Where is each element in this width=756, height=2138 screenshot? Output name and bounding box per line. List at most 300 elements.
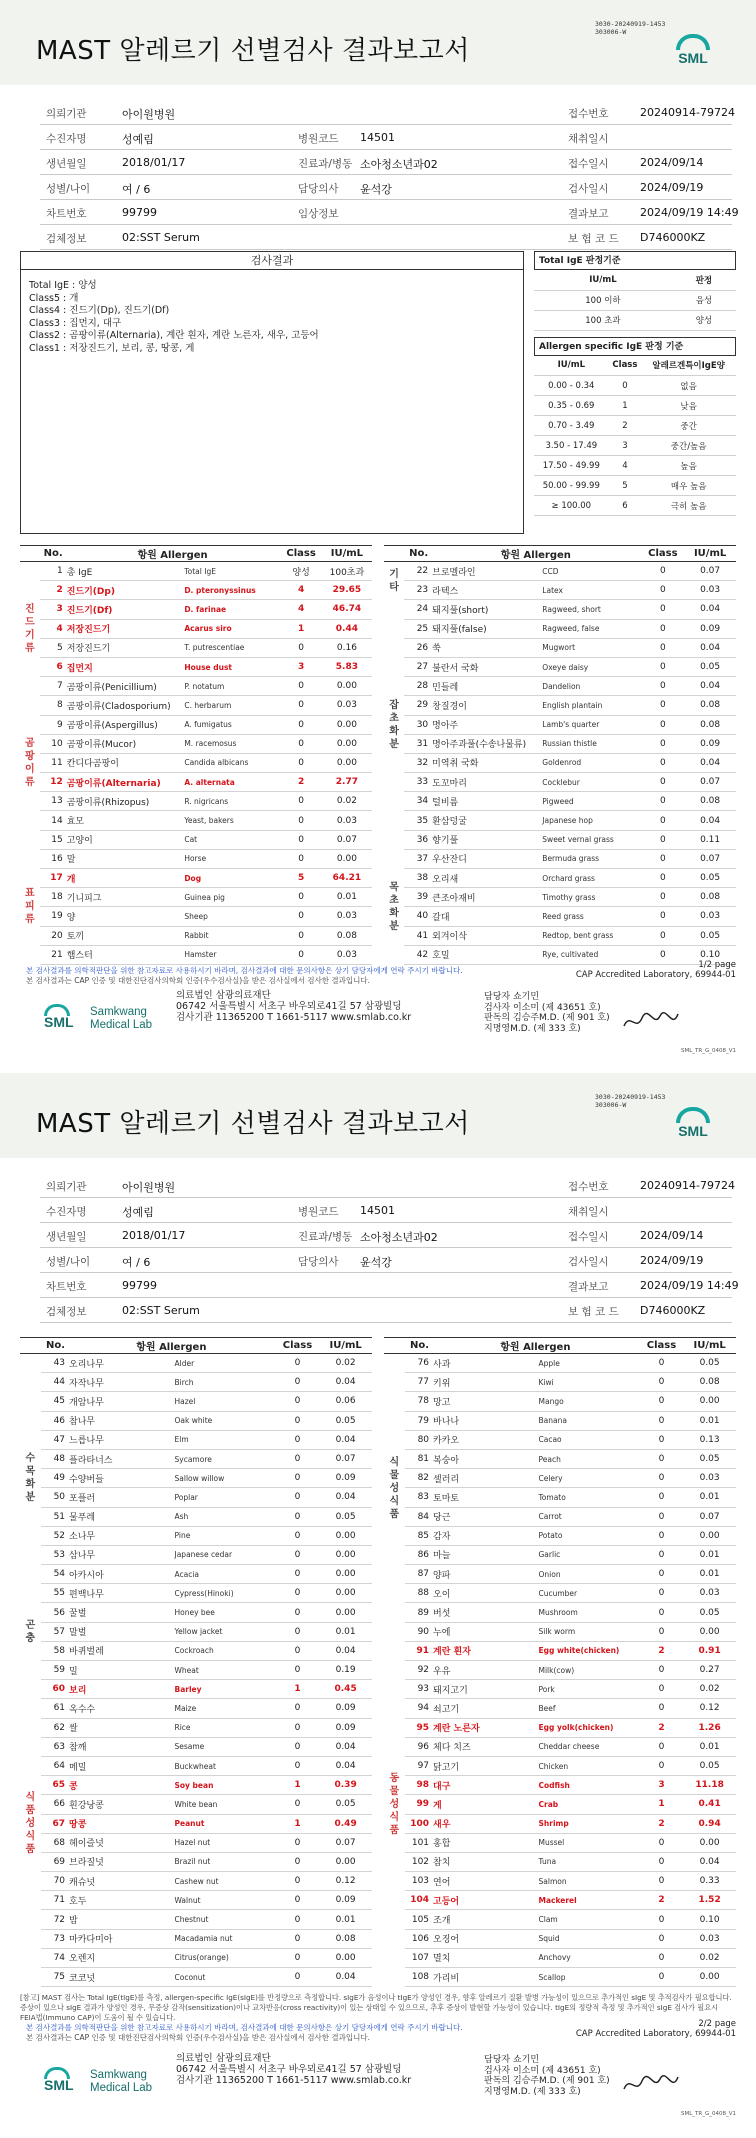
allergen-table-left <box>20 1337 372 1987</box>
allergen-row <box>384 888 736 907</box>
allergen-row <box>384 1699 736 1718</box>
allergen-iu: 0.04 <box>319 1488 372 1507</box>
allergen-row <box>20 1795 372 1814</box>
allergen-iu: 0.09 <box>319 1699 372 1718</box>
criteria-row <box>534 416 736 436</box>
allergen-english: Birch <box>173 1373 276 1392</box>
allergen-iu: 11.18 <box>683 1776 736 1795</box>
row-no: 51 <box>41 1507 67 1526</box>
allergen-name: 창질경이 <box>430 696 540 715</box>
result-summary-box <box>20 251 524 534</box>
allergen-class: 0 <box>640 1756 684 1775</box>
allergen-iu: 0.33 <box>683 1872 736 1891</box>
samkwang-logo: SML Samkwang Medical Lab <box>44 1006 153 1031</box>
allergen-class: 0 <box>640 1929 684 1948</box>
criteria-cell: 6 <box>609 496 642 516</box>
criteria-row <box>534 496 736 516</box>
row-no: 49 <box>41 1469 67 1488</box>
page-indicator: 2/2 page CAP Accredited Laboratory, 69944-01 <box>575 2019 736 2039</box>
allergen-english: White bean <box>173 1795 276 1814</box>
allergen-name: 바나나 <box>431 1411 536 1430</box>
allergen-class: 0 <box>642 677 685 696</box>
allergen-class: 0 <box>640 1872 684 1891</box>
row-no: 105 <box>405 1910 431 1929</box>
row-no: 67 <box>41 1814 67 1833</box>
row-no: 30 <box>404 715 430 734</box>
allergen-row <box>384 1603 736 1622</box>
allergen-row <box>384 1622 736 1641</box>
allergen-name: 수양버들 <box>67 1469 172 1488</box>
row-no: 103 <box>405 1872 431 1891</box>
allergen-name: 보리 <box>67 1680 172 1699</box>
allergen-name: 바퀴벌레 <box>67 1641 172 1660</box>
allergen-row <box>20 734 372 753</box>
allergen-row <box>384 1968 736 1987</box>
criteria-row <box>534 456 736 476</box>
allergen-name: 대구 <box>431 1776 536 1795</box>
allergen-class: 0 <box>640 1584 684 1603</box>
allergen-row <box>384 581 736 600</box>
allergen-english: Kiwi <box>537 1373 640 1392</box>
allergen-row <box>384 1661 736 1680</box>
allergen-english: Acarus siro <box>182 619 280 638</box>
row-no: 16 <box>40 849 65 868</box>
allergen-iu: 0.07 <box>684 849 736 868</box>
allergen-row <box>384 1795 736 1814</box>
allergen-iu: 0.01 <box>319 1910 372 1929</box>
allergen-class: 0 <box>276 1526 320 1545</box>
row-no: 29 <box>404 696 430 715</box>
allergen-name: 참치 <box>431 1852 536 1871</box>
allergen-iu: 0.01 <box>683 1488 736 1507</box>
allergen-name: 호두 <box>67 1891 172 1910</box>
col-allergen: 항원 Allergen <box>430 546 641 562</box>
allergen-class: 0 <box>276 1469 320 1488</box>
allergen-english: Sesame <box>173 1737 276 1756</box>
allergen-english: Yellow jacket <box>173 1622 276 1641</box>
allergen-english: Elm <box>173 1430 276 1449</box>
allergen-name: 명아주과풀(수송나물류) <box>430 734 540 753</box>
allergen-iu: 0.03 <box>683 1469 736 1488</box>
allergen-class: 5 <box>280 869 321 888</box>
row-no: 18 <box>40 888 65 907</box>
allergen-row <box>20 1852 372 1871</box>
allergen-row <box>384 1891 736 1910</box>
row-no: 102 <box>405 1852 431 1871</box>
allergen-english: Garlic <box>537 1545 640 1564</box>
allergen-english: Crab <box>537 1795 640 1814</box>
allergen-english: C. herbarum <box>182 696 280 715</box>
row-no: 81 <box>405 1449 431 1468</box>
allergen-class: 1 <box>276 1680 320 1699</box>
allergen-iu: 0.02 <box>319 1354 372 1373</box>
allergen-iu: 0.12 <box>683 1699 736 1718</box>
page-indicator: 1/2 page CAP Accredited Laboratory, 69944-01 <box>575 960 736 980</box>
allergen-row <box>20 1392 372 1411</box>
row-no: 64 <box>41 1756 67 1775</box>
allergen-class: 0 <box>642 907 685 926</box>
allergen-iu: 0.01 <box>683 1737 736 1756</box>
row-no: 50 <box>41 1488 67 1507</box>
allergen-iu: 0.01 <box>683 1411 736 1430</box>
allergen-class: 0 <box>642 888 685 907</box>
allergen-class: 0 <box>276 1584 320 1603</box>
allergen-iu: 0.00 <box>322 734 372 753</box>
reference-criteria <box>534 251 736 516</box>
allergen-english: Rye, cultivated <box>540 945 641 964</box>
col-iu: IU/mL <box>322 546 372 562</box>
allergen-name: 아카시아 <box>67 1565 172 1584</box>
criteria-cell: 0 <box>609 376 642 396</box>
row-no: 94 <box>405 1699 431 1718</box>
allergen-class: 4 <box>280 600 321 619</box>
allergen-iu: 0.04 <box>319 1756 372 1775</box>
allergen-iu: 0.05 <box>319 1411 372 1430</box>
allergen-row <box>20 638 372 657</box>
col-no: No. <box>40 546 65 562</box>
allergen-name: 삼나무 <box>67 1545 172 1564</box>
allergen-class: 0 <box>276 1661 320 1680</box>
allergen-name: 개암나무 <box>67 1392 172 1411</box>
allergen-class: 0 <box>642 830 685 849</box>
row-no: 73 <box>41 1929 67 1948</box>
allergen-class: 0 <box>640 1661 684 1680</box>
allergen-name: 사과 <box>431 1354 536 1373</box>
allergen-row <box>20 1373 372 1392</box>
patient-info: 의뢰기관 아이원병원 접수번호 20240914-79724 수진자명 성예림 병원코드 14501 채취일시 생년월일 2018/01/17 진료과/병동 소아청소년과02 접수일시 2024/09/14 성별/나이 여 / 6 담당의사 윤석강 검사일시 2024/09/19 차트번호 99799 결과보고 2024/09/19 14:49 검체정보 02:SST Serum 보 험 코 드 D746000KZ <box>40 1173 732 1323</box>
allergen-iu: 0.00 <box>319 1545 372 1564</box>
allergen-english: Oxeye daisy <box>540 657 641 676</box>
footer <box>0 990 756 1060</box>
criteria-row <box>534 436 736 456</box>
row-no: 4 <box>40 619 65 638</box>
allergen-row <box>20 1488 372 1507</box>
allergen-english: Walnut <box>173 1891 276 1910</box>
row-no: 8 <box>40 696 65 715</box>
col-allergen: 항원 Allergen <box>431 1338 640 1354</box>
allergen-english: Rabbit <box>182 926 280 945</box>
allergen-row <box>384 600 736 619</box>
allergen-row <box>384 1469 736 1488</box>
allergen-english: Mussel <box>537 1833 640 1852</box>
allergen-english: Squid <box>537 1929 640 1948</box>
allergen-class: 0 <box>280 696 321 715</box>
allergen-row <box>20 1833 372 1852</box>
allergen-row <box>20 926 372 945</box>
allergen-english: Ragweed, false <box>540 619 641 638</box>
allergen-english: Cucumber <box>537 1584 640 1603</box>
col-class: Class <box>640 1338 684 1354</box>
allergen-iu: 0.13 <box>683 1430 736 1449</box>
allergen-english: Chicken <box>537 1756 640 1775</box>
allergen-english: Wheat <box>173 1661 276 1680</box>
allergen-iu: 0.10 <box>684 945 736 964</box>
allergen-row <box>20 849 372 868</box>
footer <box>0 2053 756 2133</box>
allergen-english: Ragweed, short <box>540 600 641 619</box>
allergen-name: 집먼지 <box>65 657 183 676</box>
allergen-row <box>384 1814 736 1833</box>
allergen-name: 미역취 국화 <box>430 753 540 772</box>
allergen-english: Banana <box>537 1411 640 1430</box>
allergen-row <box>20 581 372 600</box>
category-label: 곰 팡 이 류 <box>24 737 35 788</box>
allergen-iu: 0.04 <box>684 677 736 696</box>
criteria-cell: ≥ 100.00 <box>534 496 609 516</box>
allergen-row <box>20 1968 372 1987</box>
allergen-class: 0 <box>280 926 321 945</box>
allergen-english: Tuna <box>537 1852 640 1871</box>
row-no: 87 <box>405 1565 431 1584</box>
allergen-iu: 0.03 <box>683 1584 736 1603</box>
row-no: 33 <box>404 773 430 792</box>
col-iu: IU/mL <box>683 1338 736 1354</box>
allergen-english: Peanut <box>173 1814 276 1833</box>
criteria-row <box>534 476 736 496</box>
allergen-english: Potato <box>537 1526 640 1545</box>
allergen-name: 밀 <box>67 1661 172 1680</box>
criteria-cell: 2 <box>609 416 642 436</box>
criteria-cell: 0.35 - 0.69 <box>534 396 609 416</box>
allergen-iu: 0.04 <box>684 753 736 772</box>
row-no: 69 <box>41 1852 67 1871</box>
allergen-row <box>384 562 736 581</box>
allergen-class: 0 <box>640 1373 684 1392</box>
row-no: 54 <box>41 1565 67 1584</box>
allergen-english: Poplar <box>173 1488 276 1507</box>
row-no: 17 <box>40 869 65 888</box>
allergen-english: Orchard grass <box>540 869 641 888</box>
allergen-english: Total IgE <box>182 562 280 581</box>
allergen-iu: 0.09 <box>684 619 736 638</box>
allergen-name: 진드기(Df) <box>65 600 183 619</box>
row-no: 59 <box>41 1661 67 1680</box>
category-label: 기 타 <box>389 568 399 593</box>
allergen-iu: 0.05 <box>684 657 736 676</box>
allergen-iu: 0.08 <box>684 888 736 907</box>
allergen-row <box>384 773 736 792</box>
allergen-name: 메밀 <box>67 1756 172 1775</box>
allergen-class: 0 <box>640 1411 684 1430</box>
row-no: 79 <box>405 1411 431 1430</box>
allergen-iu: 0.04 <box>319 1373 372 1392</box>
allergen-name: 계란 노른자 <box>431 1718 536 1737</box>
allergen-english: Cocklebur <box>540 773 641 792</box>
allergen-name: 브라질넛 <box>67 1852 172 1871</box>
allergen-class: 0 <box>640 1449 684 1468</box>
allergen-row <box>20 1814 372 1833</box>
allergen-class: 0 <box>642 657 685 676</box>
allergen-iu: 0.03 <box>322 945 372 964</box>
allergen-name: 말 <box>65 849 183 868</box>
allergen-row <box>384 1430 736 1449</box>
allergen-row <box>20 619 372 638</box>
allergen-class: 0 <box>276 1354 320 1373</box>
row-no: 25 <box>404 619 430 638</box>
allergen-iu: 0.05 <box>319 1507 372 1526</box>
allergen-name: 플라타너스 <box>67 1449 172 1468</box>
allergen-english: Oak white <box>173 1411 276 1430</box>
row-no: 24 <box>404 600 430 619</box>
category-label: 잡 초 화 분 <box>389 699 399 750</box>
allergen-class: 0 <box>642 715 685 734</box>
allergen-row <box>384 1411 736 1430</box>
col-iu: IU/mL <box>684 546 736 562</box>
allergen-english: Hamster <box>182 945 280 964</box>
allergen-row <box>384 1641 736 1660</box>
allergen-iu: 0.00 <box>322 849 372 868</box>
allergen-english: Cockroach <box>173 1641 276 1660</box>
allergen-iu: 0.03 <box>684 581 736 600</box>
specific-ige-title: Allergen specific IgE 판정 기준 <box>534 337 736 356</box>
criteria-cell: 매우 높음 <box>641 476 736 496</box>
allergen-name: 새우 <box>431 1814 536 1833</box>
allergen-english: Mackerel <box>537 1891 640 1910</box>
allergen-row <box>384 1488 736 1507</box>
form-code: SML_TR_G_0408_V1 <box>680 1048 736 1054</box>
allergen-english: Mugwort <box>540 638 641 657</box>
allergen-name: 멸치 <box>431 1948 536 1967</box>
allergen-row <box>20 1699 372 1718</box>
allergen-table-left <box>20 545 372 965</box>
allergen-class: 0 <box>642 562 685 581</box>
allergen-name: 캐슈넛 <box>67 1872 172 1891</box>
allergen-class: 2 <box>640 1891 684 1910</box>
allergen-row <box>384 1565 736 1584</box>
allergen-row <box>20 1929 372 1948</box>
row-no: 47 <box>41 1430 67 1449</box>
allergen-name: 고등어 <box>431 1891 536 1910</box>
allergen-name: 저장진드기 <box>65 638 183 657</box>
allergen-class: 0 <box>642 945 685 964</box>
group-header <box>384 546 404 562</box>
allergen-iu: 5.83 <box>322 657 372 676</box>
row-no: 43 <box>41 1354 67 1373</box>
col-allergen: 항원 Allergen <box>65 546 281 562</box>
allergen-iu: 0.01 <box>322 888 372 907</box>
row-no: 66 <box>41 1795 67 1814</box>
allergen-row <box>384 715 736 734</box>
allergen-class: 1 <box>276 1776 320 1795</box>
allergen-class: 0 <box>276 1411 320 1430</box>
row-no: 65 <box>41 1776 67 1795</box>
allergen-name: 외겨이삭 <box>430 926 540 945</box>
allergen-row <box>20 1910 372 1929</box>
row-no: 40 <box>404 907 430 926</box>
allergen-english: Horse <box>182 849 280 868</box>
allergen-name: 물푸레 <box>67 1507 172 1526</box>
allergen-iu: 0.03 <box>322 907 372 926</box>
allergen-class: 0 <box>276 1756 320 1775</box>
allergen-row <box>20 1449 372 1468</box>
allergen-english: Russian thistle <box>540 734 641 753</box>
allergen-name: 라텍스 <box>430 581 540 600</box>
allergen-name: 카카오 <box>431 1430 536 1449</box>
allergen-iu: 0.02 <box>683 1680 736 1699</box>
allergen-name: 쑥 <box>430 638 540 657</box>
allergen-name: 개 <box>65 869 183 888</box>
row-no: 52 <box>41 1526 67 1545</box>
result-summary-header: 검사결과 <box>21 252 523 270</box>
allergen-class: 0 <box>640 1910 684 1929</box>
allergen-iu: 0.00 <box>322 753 372 772</box>
allergen-iu: 0.00 <box>322 677 372 696</box>
total-ige-title: Total IgE 판정기준 <box>534 251 736 270</box>
criteria-cell: 3.50 - 17.49 <box>534 436 609 456</box>
allergen-english: Bermuda grass <box>540 849 641 868</box>
allergen-iu: 0.04 <box>319 1430 372 1449</box>
criteria-cell: 높음 <box>641 456 736 476</box>
signatories: 담당자 쇼기민 검사자 이소미 (제 43651 호) 판독의 김승주M.D. (제 901 호) 지명영M.D. (제 333 호) <box>484 2055 610 2097</box>
allergen-class: 0 <box>276 1603 320 1622</box>
allergen-class: 0 <box>642 773 685 792</box>
row-no: 38 <box>404 869 430 888</box>
allergen-row <box>384 1354 736 1373</box>
allergen-name: 오이 <box>431 1584 536 1603</box>
allergen-english: Egg white(chicken) <box>537 1641 640 1660</box>
allergen-class: 4 <box>280 581 321 600</box>
allergen-name: 곰팡이류(Cladosporium) <box>65 696 183 715</box>
allergen-name: 불란서 국화 <box>430 657 540 676</box>
allergen-row <box>384 696 736 715</box>
allergen-class: 0 <box>640 1622 684 1641</box>
row-no: 20 <box>40 926 65 945</box>
allergen-iu: 0.08 <box>684 715 736 734</box>
allergen-name: 곰팡이류(Alternaria) <box>65 773 183 792</box>
row-no: 12 <box>40 773 65 792</box>
row-no: 6 <box>40 657 65 676</box>
allergen-class: 0 <box>280 888 321 907</box>
allergen-name: 땅콩 <box>67 1814 172 1833</box>
row-no: 15 <box>40 830 65 849</box>
row-no: 71 <box>41 1891 67 1910</box>
allergen-name: 셀러리 <box>431 1469 536 1488</box>
total-ige-table: IU/mL 판정 100 이하 음성 100 초과 양성 <box>534 270 736 331</box>
allergen-row <box>384 638 736 657</box>
allergen-row <box>384 907 736 926</box>
allergen-english: Onion <box>537 1565 640 1584</box>
allergen-name: 쌀 <box>67 1718 172 1737</box>
allergen-class: 0 <box>276 1622 320 1641</box>
barcode-text: 3030-20240919-1453 303006-W <box>595 1093 666 1109</box>
allergen-english: A. fumigatus <box>182 715 280 734</box>
row-no: 83 <box>405 1488 431 1507</box>
allergen-row <box>20 907 372 926</box>
criteria-row <box>534 376 736 396</box>
allergen-name: 키위 <box>431 1373 536 1392</box>
allergen-class: 3 <box>280 657 321 676</box>
allergen-row <box>20 1603 372 1622</box>
allergen-class: 0 <box>276 1718 320 1737</box>
allergen-name: 돼지풀(false) <box>430 619 540 638</box>
allergen-iu: 0.09 <box>319 1718 372 1737</box>
allergen-english: Guinea pig <box>182 888 280 907</box>
row-no: 53 <box>41 1545 67 1564</box>
allergen-iu: 0.05 <box>684 869 736 888</box>
allergen-row <box>384 1948 736 1967</box>
allergen-row <box>384 1833 736 1852</box>
allergen-name: 오징어 <box>431 1929 536 1948</box>
allergen-class: 0 <box>276 1545 320 1564</box>
allergen-iu: 0.00 <box>319 1603 372 1622</box>
allergen-english: P. notatum <box>182 677 280 696</box>
allergen-english: Brazil nut <box>173 1852 276 1871</box>
allergen-name: 돼지풀(short) <box>430 600 540 619</box>
allergen-class: 2 <box>640 1718 684 1737</box>
allergen-name: 참깨 <box>67 1737 172 1756</box>
allergen-english: R. nigricans <box>182 792 280 811</box>
allergen-name: 저장진드기 <box>65 619 183 638</box>
